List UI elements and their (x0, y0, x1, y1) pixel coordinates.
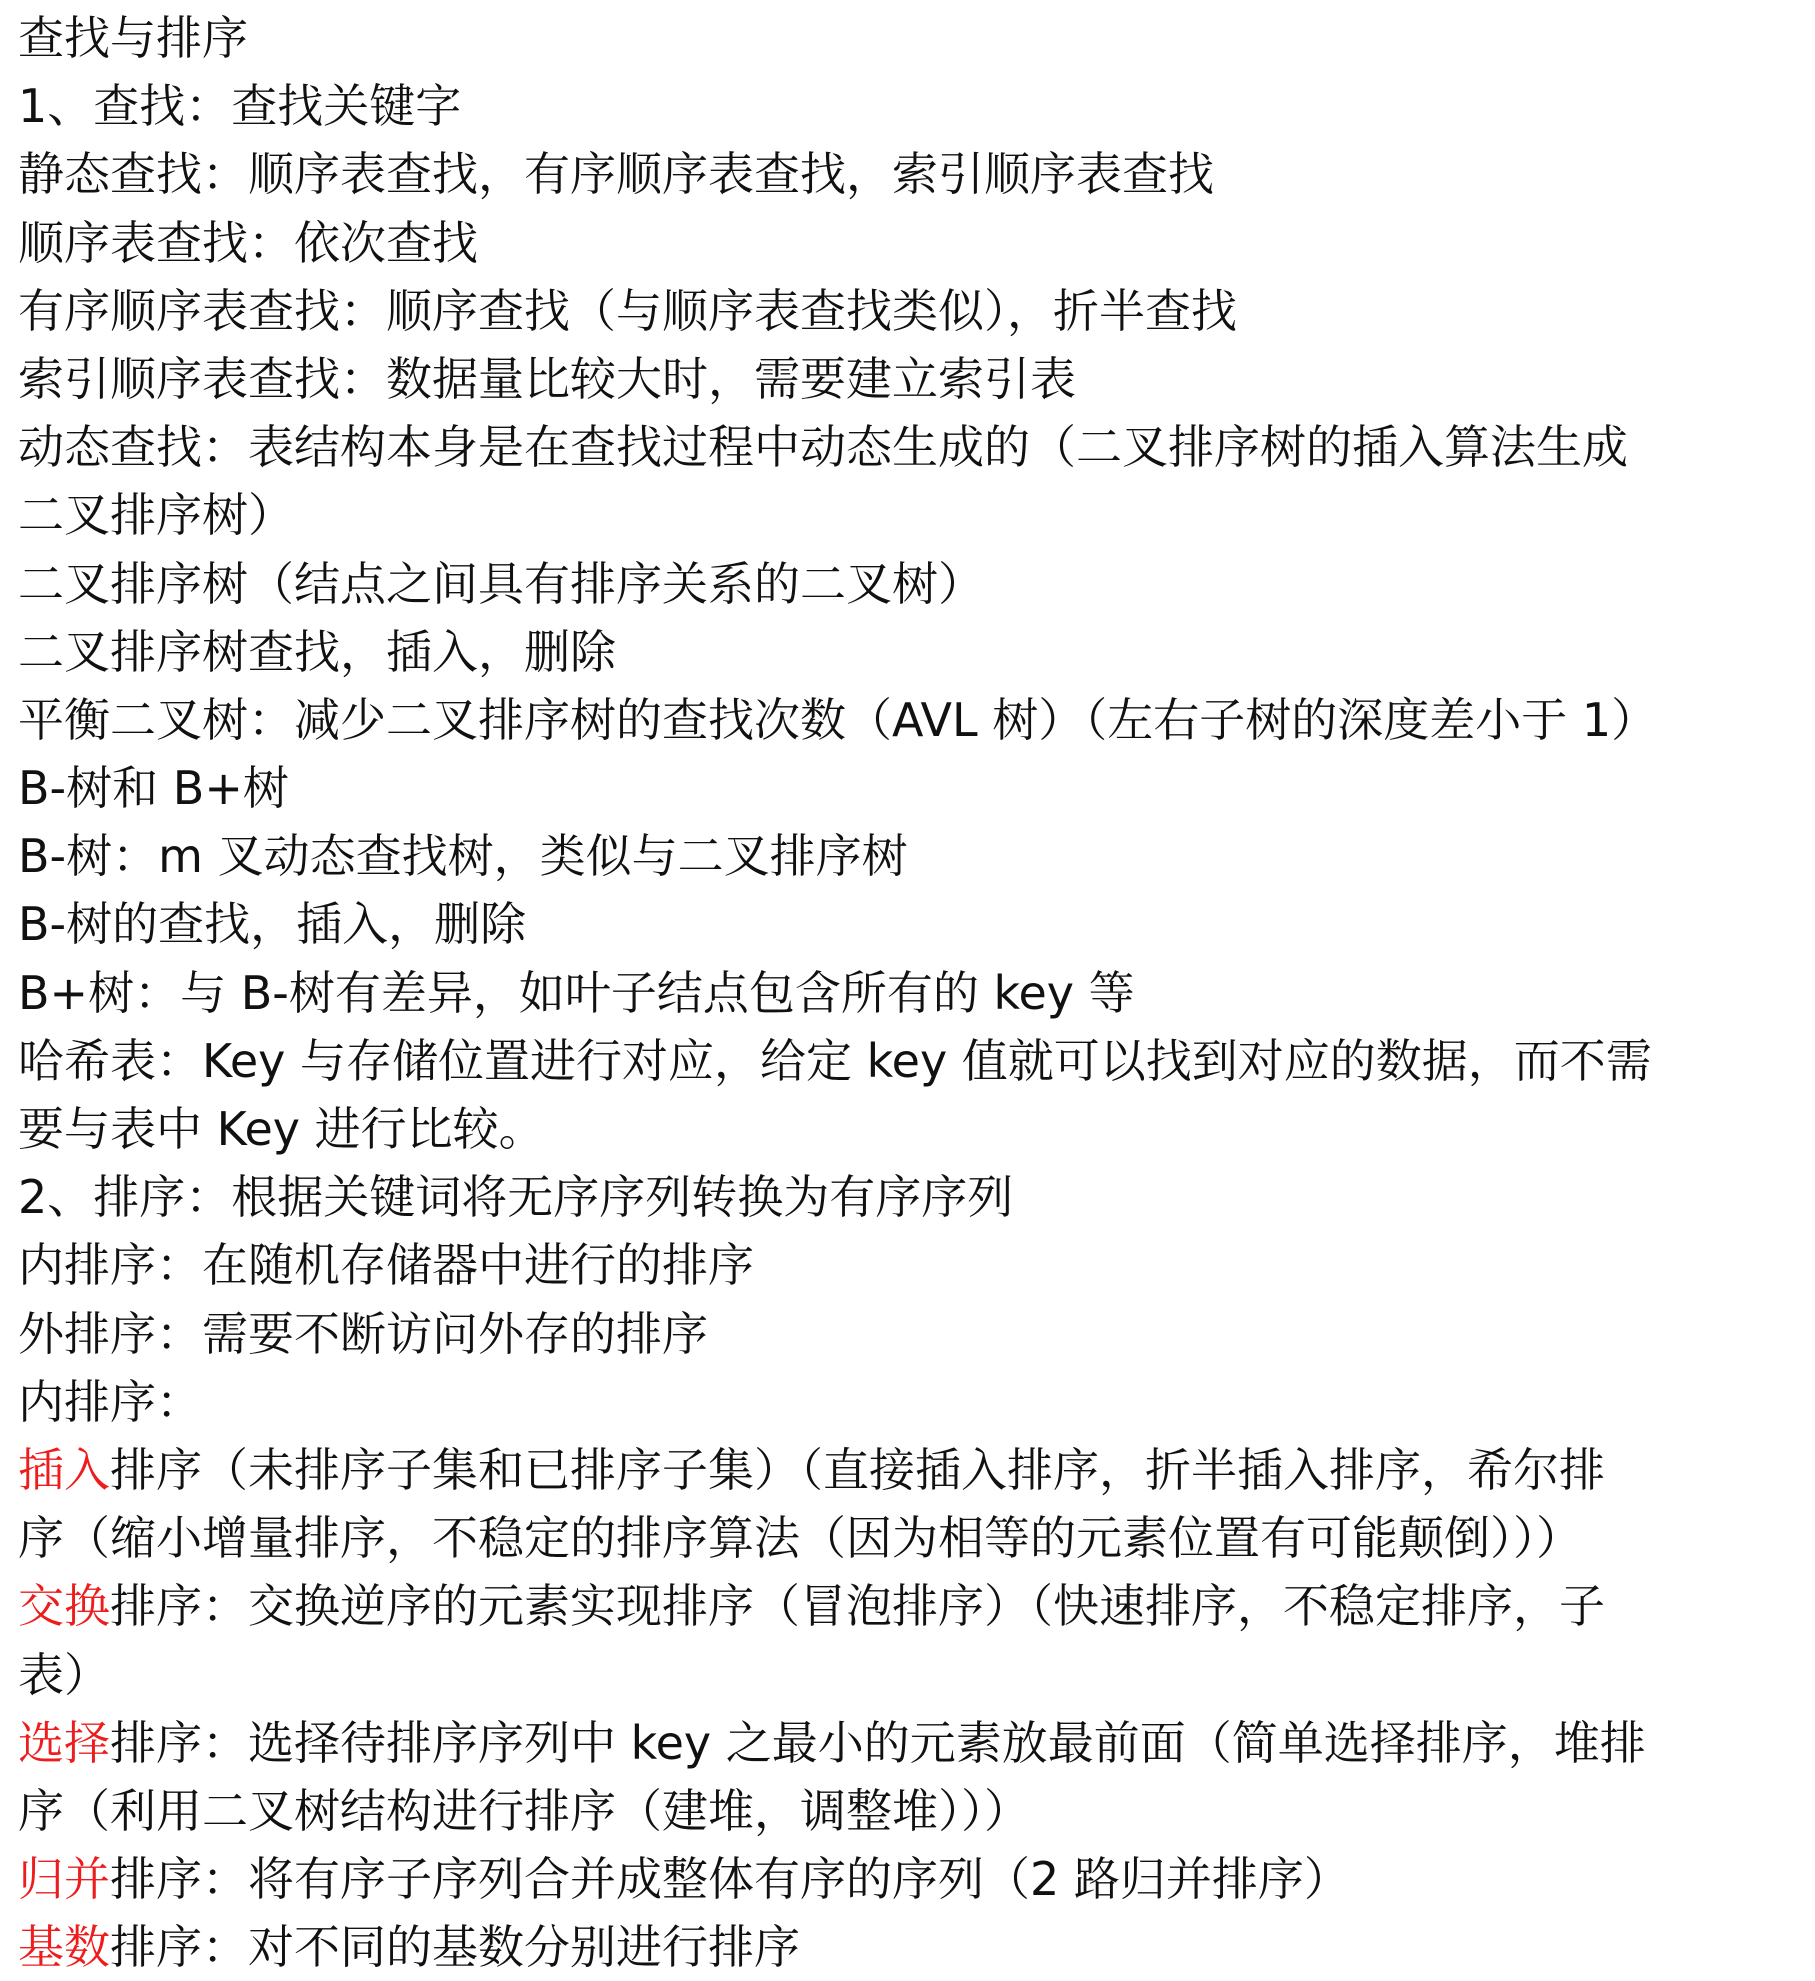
text-line (18, 686, 1799, 754)
highlight-term: 选择 (18, 1715, 110, 1770)
text-line (18, 209, 1799, 277)
line-text: 排序：交换逆序的元素实现排序（冒泡排序）（快速排序，不稳定排序，子 (110, 1579, 1605, 1634)
line-text: 表） (18, 1647, 110, 1702)
sort-type-merge (18, 1845, 1799, 1913)
text-line (18, 1504, 1799, 1572)
line-text: 二叉排序树（结点之间具有排序关系的二叉树） (18, 556, 984, 611)
line-text: 平衡二叉树：减少二叉排序树的查找次数（AVL 树）（左右子树的深度差小于 1） (18, 692, 1658, 747)
line-text: 动态查找：表结构本身是在查找过程中动态生成的（二叉排序树的插入算法生成 (18, 420, 1628, 475)
text-line (18, 550, 1799, 618)
line-text: 外排序：需要不断访问外存的排序 (18, 1306, 708, 1361)
line-text: 静态查找：顺序表查找，有序顺序表查找，索引顺序表查找 (18, 147, 1214, 202)
text-line (18, 754, 1799, 822)
line-text: B+树：与 B-树有差异，如叶子结点包含所有的 key 等 (18, 965, 1135, 1020)
doc-title (18, 4, 1799, 72)
section-heading-sort (18, 1163, 1799, 1231)
line-text: 序（利用二叉树结构进行排序（建堆，调整堆））） (18, 1783, 1030, 1838)
text-line (18, 618, 1799, 686)
text-line (18, 481, 1799, 549)
text-line (18, 1231, 1799, 1299)
line-text: 有序顺序表查找：顺序查找（与顺序表查找类似），折半查找 (18, 283, 1237, 338)
text-line (18, 413, 1799, 481)
section-heading-search (18, 72, 1799, 140)
line-text: 序（缩小增量排序，不稳定的排序算法（因为相等的元素位置有可能颠倒））） (18, 1511, 1582, 1566)
line-text: 排序：对不同的基数分别进行排序 (110, 1920, 800, 1975)
text-line (18, 1777, 1799, 1845)
sort-type-selection (18, 1709, 1799, 1777)
line-text: 查找与排序 (18, 11, 248, 65)
highlight-term: 基数 (18, 1920, 110, 1975)
text-line (18, 345, 1799, 413)
text-line (18, 140, 1799, 208)
line-text: B-树的查找，插入，删除 (18, 897, 527, 952)
text-line (18, 1095, 1799, 1163)
line-text: 二叉排序树查找，插入，删除 (18, 624, 616, 679)
text-line (18, 959, 1799, 1027)
line-text: B-树和 B+树 (18, 761, 289, 816)
highlight-term: 插入 (18, 1442, 110, 1497)
line-text: 排序（未排序子集和已排序子集）（直接插入排序，折半插入排序，希尔排 (110, 1442, 1605, 1497)
text-line (18, 1027, 1799, 1095)
highlight-term: 归并 (18, 1852, 110, 1907)
sort-type-radix (18, 1913, 1799, 1981)
line-text: 二叉排序树） (18, 488, 294, 543)
line-text: 排序：将有序子序列合并成整体有序的序列（2 路归并排序） (110, 1852, 1350, 1907)
text-line (18, 1368, 1799, 1436)
sort-type-insertion (18, 1436, 1799, 1504)
highlight-term: 交换 (18, 1579, 110, 1634)
text-line (18, 890, 1799, 958)
line-text: 要与表中 Key 进行比较。 (18, 1102, 545, 1156)
text-line (18, 1641, 1799, 1709)
line-text: 顺序表查找：依次查找 (18, 215, 478, 270)
line-text: B-树：m 叉动态查找树，类似与二叉排序树 (18, 829, 908, 884)
line-text: 排序：选择待排序序列中 key 之最小的元素放最前面（简单选择排序，堆排 (110, 1715, 1646, 1770)
line-text: 1、查找：查找关键字 (18, 79, 462, 134)
line-text: 索引顺序表查找：数据量比较大时，需要建立索引表 (18, 351, 1076, 406)
line-text: 2、排序：根据关键词将无序序列转换为有序序列 (18, 1170, 1014, 1225)
text-line (18, 1300, 1799, 1368)
text-line (18, 277, 1799, 345)
text-line (18, 822, 1799, 890)
line-text: 内排序： (18, 1374, 202, 1429)
sort-type-exchange (18, 1572, 1799, 1640)
line-text: 内排序：在随机存储器中进行的排序 (18, 1238, 754, 1293)
line-text: 哈希表：Key 与存储位置进行对应，给定 key 值就可以找到对应的数据，而不需 (18, 1033, 1652, 1088)
